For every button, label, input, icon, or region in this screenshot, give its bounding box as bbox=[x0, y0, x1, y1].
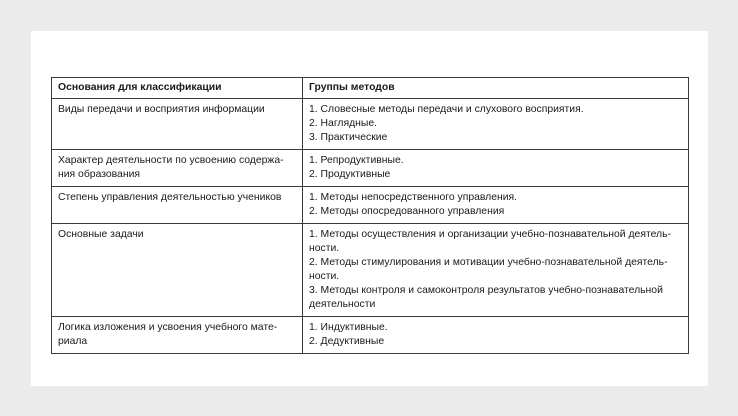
method-text: 1. Словесные методы передачи и слухового восприятия. bbox=[309, 104, 584, 115]
methods-cell bbox=[303, 224, 689, 317]
methods-cell bbox=[303, 150, 689, 187]
method-text: 1. Индуктивные. bbox=[309, 322, 388, 333]
basis-text: ния образования bbox=[58, 169, 141, 180]
header-method-groups: Группы методов bbox=[303, 78, 689, 99]
basis-cell bbox=[52, 317, 303, 354]
method-text: 2. Наглядные. bbox=[309, 118, 378, 129]
methods-cell bbox=[303, 99, 689, 150]
basis-text: Основные задачи bbox=[58, 229, 144, 240]
table-row bbox=[52, 187, 689, 224]
basis-cell bbox=[52, 150, 303, 187]
table-header-row bbox=[52, 78, 689, 99]
method-text: 2. Методы стимулирования и мотивации учебно-познавательной деятель- bbox=[309, 257, 668, 268]
methods-cell bbox=[303, 187, 689, 224]
method-text: 1. Методы непосредственного управления. bbox=[309, 192, 518, 203]
basis-text: Степень управления деятельностью учеников bbox=[58, 192, 282, 203]
method-text: 1. Методы осуществления и организации учебно-познавательной деятель- bbox=[309, 229, 671, 240]
classification-table bbox=[51, 77, 689, 354]
table-row bbox=[52, 99, 689, 150]
table-row bbox=[52, 224, 689, 317]
header-basis: Основания для классификации bbox=[52, 78, 303, 99]
basis-cell bbox=[52, 187, 303, 224]
basis-cell bbox=[52, 99, 303, 150]
basis-text: риала bbox=[58, 336, 88, 347]
table-row bbox=[52, 317, 689, 354]
methods-cell bbox=[303, 317, 689, 354]
method-text: ности. bbox=[309, 271, 340, 282]
method-text: 2. Дедуктивные bbox=[309, 336, 385, 347]
basis-cell bbox=[52, 224, 303, 317]
basis-text: Характер деятельности по усвоению содержа- bbox=[58, 155, 284, 166]
method-text: деятельности bbox=[309, 299, 376, 310]
method-text: ности. bbox=[309, 243, 340, 254]
basis-text: Логика изложения и усвоения учебного мате- bbox=[58, 322, 278, 333]
basis-text: Виды передачи и восприятия информации bbox=[58, 104, 265, 115]
method-text: 3. Практические bbox=[309, 132, 388, 143]
table-row bbox=[52, 150, 689, 187]
method-text: 3. Методы контроля и самоконтроля результатов учебно-познавательной bbox=[309, 285, 663, 296]
method-text: 2. Продуктивные bbox=[309, 169, 391, 180]
document-page bbox=[31, 31, 708, 386]
method-text: 2. Методы опосредованного управления bbox=[309, 206, 505, 217]
method-text: 1. Репродуктивные. bbox=[309, 155, 404, 166]
